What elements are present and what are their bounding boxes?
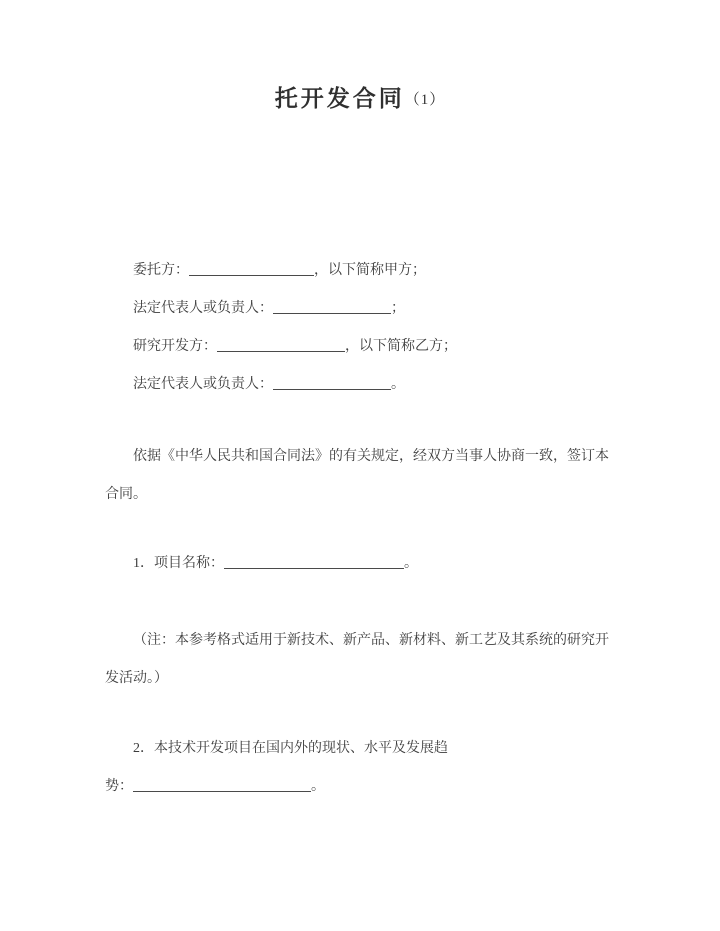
note-line-1: （注：本参考格式适用于新技术、新产品、新材料、新工艺及其系统的研究开 xyxy=(133,633,609,648)
field-suffix-developer: ，以下简称乙方； xyxy=(345,339,457,354)
intro-line-2: 合同。 xyxy=(105,487,147,502)
clause-1-suffix: 。 xyxy=(404,556,418,571)
field-label-consignor-representative: 法定代表人或负责人： xyxy=(133,301,273,316)
intro-line-1: 依据《中华人民共和国合同法》的有关规定，经双方当事人协商一致，签订本 xyxy=(133,449,609,464)
field-label-developer-representative: 法定代表人或负责人： xyxy=(133,377,273,392)
field-suffix-developer-representative: 。 xyxy=(391,377,405,392)
blank-field-developer xyxy=(217,345,345,352)
field-suffix-consignor-representative: ； xyxy=(391,301,405,316)
blank-field-project-name xyxy=(224,562,404,569)
clause-2-line-1: 2．本技术开发项目在国内外的现状、水平及发展趋 xyxy=(133,741,448,756)
party-lines xyxy=(105,252,620,404)
clause-2-project-status xyxy=(105,730,620,806)
field-suffix-consignor: ，以下简称甲方； xyxy=(314,263,426,278)
clause-2-line-2 xyxy=(105,768,620,806)
document-title-text: 托开发合同 xyxy=(274,86,405,111)
document-title xyxy=(0,0,720,115)
blank-field-consignor-representative xyxy=(273,307,391,314)
clause-1-project-name xyxy=(105,545,620,583)
blank-field-consignor xyxy=(189,269,314,276)
note-line-2: 发活动。） xyxy=(105,671,168,686)
document-body xyxy=(0,252,720,806)
field-label-developer: 研究开发方： xyxy=(133,339,217,354)
document-title-number: （1） xyxy=(404,92,446,108)
blank-field-project-status xyxy=(133,785,311,792)
clause-2-label: 势： xyxy=(105,779,133,794)
field-label-consignor: 委托方： xyxy=(133,263,189,278)
clause-1-label: 1．项目名称： xyxy=(133,556,224,571)
party-line-consignor-representative xyxy=(105,290,620,328)
party-line-consignor xyxy=(105,252,620,290)
clause-1-line xyxy=(105,545,620,583)
clause-2-suffix: 。 xyxy=(311,779,325,794)
party-line-developer xyxy=(105,328,620,366)
intro-paragraph xyxy=(105,438,620,514)
party-line-developer-representative xyxy=(105,366,620,404)
blank-field-developer-representative xyxy=(273,383,391,390)
note-paragraph xyxy=(105,622,620,698)
